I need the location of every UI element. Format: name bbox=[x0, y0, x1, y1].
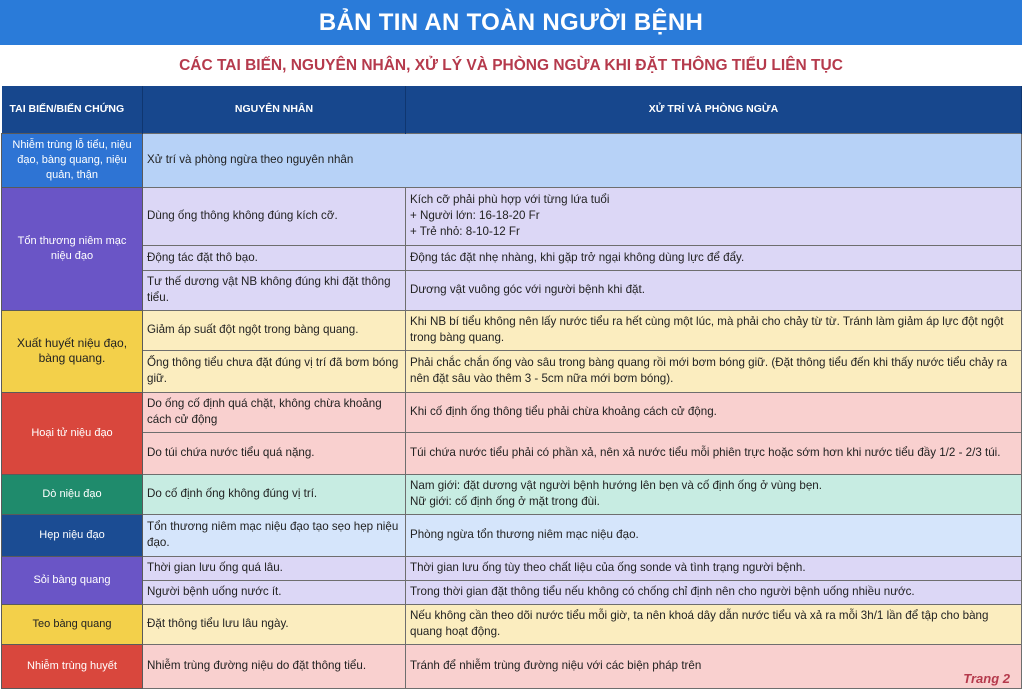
column-header-treatment: XỬ TRÍ VÀ PHÒNG NGỪA bbox=[406, 86, 1022, 133]
complications-table bbox=[1, 86, 1022, 689]
table-row bbox=[2, 270, 1022, 310]
treatment-line: Nam giới: đặt dương vật người bệnh hướng lên bẹn và cố định ống ở vùng bẹn. bbox=[410, 479, 822, 492]
treatment-cell bbox=[406, 474, 1022, 514]
treatment-line: Nữ giới: cố định ống ở mặt trong đùi. bbox=[410, 495, 600, 508]
treatment-cell: Phòng ngừa tổn thương niêm mạc niệu đạo. bbox=[406, 514, 1022, 556]
cause-cell: Đặt thông tiểu lưu lâu ngày. bbox=[143, 604, 406, 644]
table-row bbox=[2, 310, 1022, 350]
cause-cell: Do ống cố định quá chặt, không chừa khoảng cách cử động bbox=[143, 392, 406, 432]
cause-cell: Động tác đặt thô bạo. bbox=[143, 245, 406, 270]
table-row bbox=[2, 644, 1022, 688]
treatment-cell: Khi NB bí tiểu không nên lấy nước tiểu ra hết cùng một lúc, mà phải cho chảy từ từ. Tránh làm giảm áp lực đột ngột trong bàng quang. bbox=[406, 310, 1022, 350]
treatment-cell: Nếu không cần theo dõi nước tiểu mỗi giờ, ta nên khoá dây dẫn nước tiểu và xả ra mỗi 3h/1 lần để tập cho bàng quang hoạt động. bbox=[406, 604, 1022, 644]
cause-cell: Tổn thương niêm mạc niệu đạo tạo sẹo hẹp niệu đạo. bbox=[143, 514, 406, 556]
cause-cell: Ống thông tiểu chưa đặt đúng vị trí đã bơm bóng giữ. bbox=[143, 350, 406, 392]
page-number: Trang 2 bbox=[963, 671, 1010, 686]
treatment-line: Kích cỡ phải phù hợp với từng lứa tuổi bbox=[410, 193, 610, 206]
cause-cell: Nhiễm trùng đường niệu do đặt thông tiểu. bbox=[143, 644, 406, 688]
cause-cell: Do túi chứa nước tiểu quá nặng. bbox=[143, 432, 406, 474]
treatment-cell: Túi chứa nước tiểu phải có phần xả, nên xả nước tiểu mỗi phiên trực hoặc sớm hơn khi nước tiểu đầy 1/2 - 2/3 túi. bbox=[406, 432, 1022, 474]
table-row bbox=[2, 187, 1022, 245]
complication-label: Nhiễm trùng lỗ tiểu, niệu đạo, bàng quang, niệu quản, thận bbox=[2, 133, 143, 187]
treatment-line: + Trẻ nhỏ: 8-10-12 Fr bbox=[410, 225, 520, 238]
table-row bbox=[2, 432, 1022, 474]
column-header-complication: TAI BIẾN/BIẾN CHỨNG bbox=[2, 86, 143, 133]
table-row bbox=[2, 245, 1022, 270]
complication-label: Xuất huyết niệu đạo, bàng quang. bbox=[2, 310, 143, 392]
table-row bbox=[2, 514, 1022, 556]
cause-cell: Dùng ống thông không đúng kích cỡ. bbox=[143, 187, 406, 245]
cause-cell: Tư thế dương vật NB không đúng khi đặt thông tiểu. bbox=[143, 270, 406, 310]
complication-label: Dò niệu đạo bbox=[2, 474, 143, 514]
treatment-cell: Phải chắc chắn ống vào sâu trong bàng quang rồi mới bơm bóng giữ. (Đặt thông tiểu đến khi thấy nước tiểu chảy ra nên đặt sâu vào thêm 3 - 5cm nữa mới bơm bóng). bbox=[406, 350, 1022, 392]
cause-cell: Xử trí và phòng ngừa theo nguyên nhân bbox=[143, 133, 1022, 187]
table-row bbox=[2, 556, 1022, 580]
table-row bbox=[2, 392, 1022, 432]
complication-label: Teo bàng quang bbox=[2, 604, 143, 644]
column-header-cause: NGUYÊN NHÂN bbox=[143, 86, 406, 133]
treatment-cell: Tránh để nhiễm trùng đường niệu với các biện pháp trên bbox=[406, 644, 1022, 688]
cause-cell: Do cố định ống không đúng vị trí. bbox=[143, 474, 406, 514]
treatment-cell: Động tác đặt nhẹ nhàng, khi gặp trở ngại không dùng lực để đẩy. bbox=[406, 245, 1022, 270]
bulletin-title: BẢN TIN AN TOÀN NGƯỜI BỆNH bbox=[0, 0, 1022, 45]
table-row bbox=[2, 350, 1022, 392]
cause-cell: Người bệnh uống nước ít. bbox=[143, 580, 406, 604]
complication-label: Tổn thương niêm mạc niệu đạo bbox=[2, 187, 143, 310]
complication-label: Hẹp niệu đạo bbox=[2, 514, 143, 556]
treatment-cell: Khi cố định ống thông tiểu phải chừa khoảng cách cử động. bbox=[406, 392, 1022, 432]
cause-cell: Giảm áp suất đột ngột trong bàng quang. bbox=[143, 310, 406, 350]
complication-label: Nhiễm trùng huyết bbox=[2, 644, 143, 688]
table-header-row bbox=[2, 86, 1022, 133]
treatment-line: + Người lớn: 16-18-20 Fr bbox=[410, 209, 540, 222]
treatment-cell: Dương vật vuông góc với người bệnh khi đặt. bbox=[406, 270, 1022, 310]
treatment-cell: Thời gian lưu ống tùy theo chất liệu của ống sonde và tình trạng người bệnh. bbox=[406, 556, 1022, 580]
complication-label: Sỏi bàng quang bbox=[2, 556, 143, 604]
table-row bbox=[2, 133, 1022, 187]
cause-cell: Thời gian lưu ống quá lâu. bbox=[143, 556, 406, 580]
treatment-cell: Trong thời gian đặt thông tiểu nếu không có chống chỉ định nên cho người bệnh uống nhiều nước. bbox=[406, 580, 1022, 604]
bulletin-subtitle: CÁC TAI BIẾN, NGUYÊN NHÂN, XỬ LÝ VÀ PHÒNG NGỪA KHI ĐẶT THÔNG TIỂU LIÊN TỤC bbox=[179, 56, 843, 74]
table-row bbox=[2, 580, 1022, 604]
complication-label: Hoại tử niệu đạo bbox=[2, 392, 143, 474]
table-row bbox=[2, 604, 1022, 644]
table-row bbox=[2, 474, 1022, 514]
treatment-cell bbox=[406, 187, 1022, 245]
